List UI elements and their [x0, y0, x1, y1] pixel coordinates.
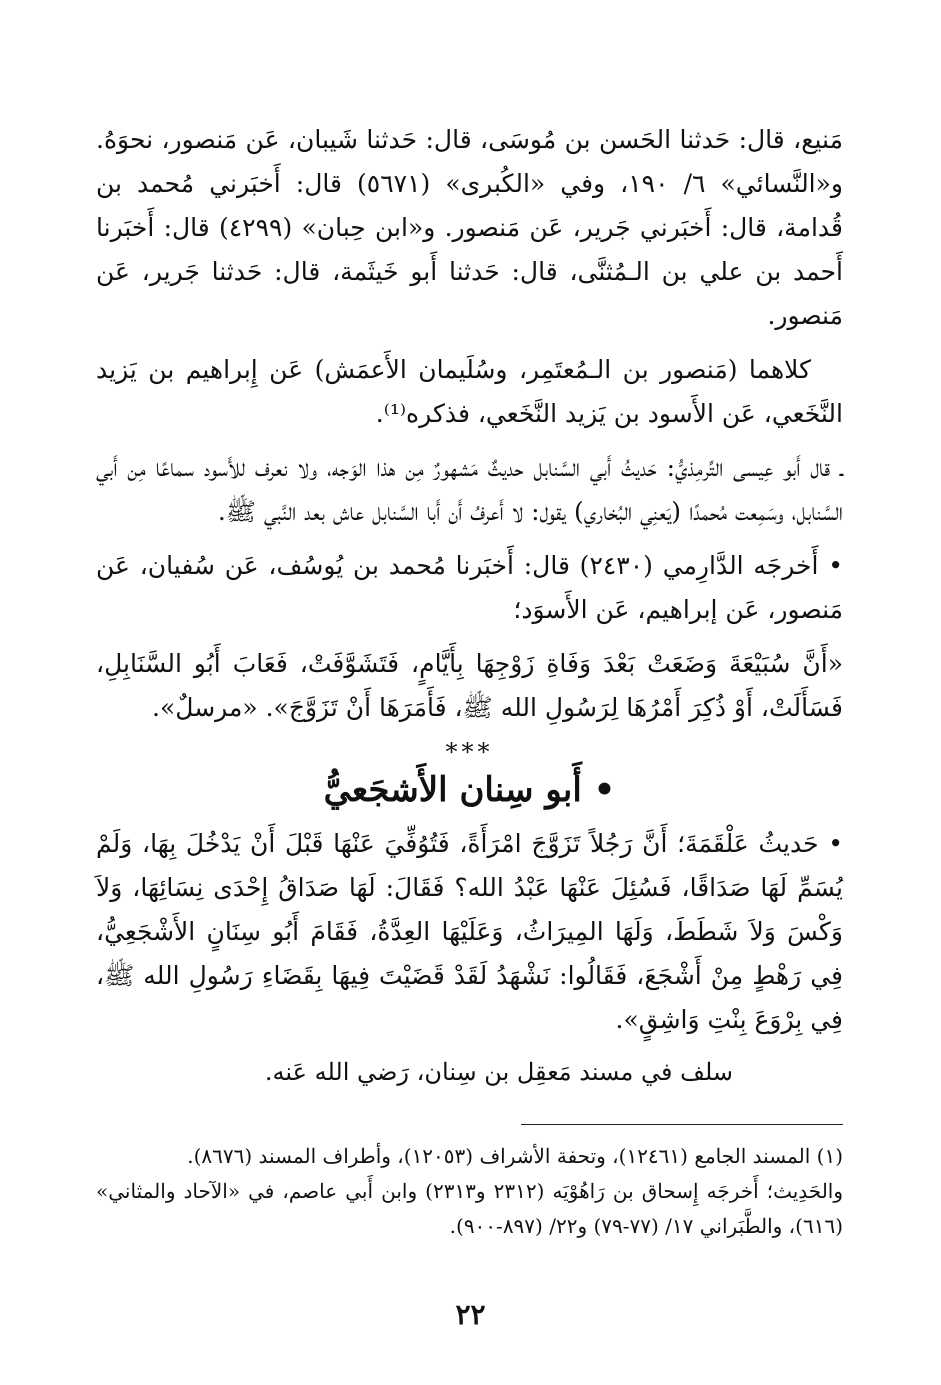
paragraph-2: كلاهما (مَنصور بن الـمُعتَمِر، وسُلَيمان الأَعمَش) عَن إِبراهيم بن يَزيد النَّخَعي، عَن الأَسود بن يَزيد النَّخَعي، فذكره⁽¹⁾.: [96, 355, 843, 428]
section-heading: • أَبو سِنان الأَشجَعيُّ: [323, 770, 616, 810]
page-number: ٢٢: [455, 1298, 486, 1331]
footnote-rule: [521, 1124, 843, 1125]
footnote-1: (١) المسند الجامع (١٢٤٦١)، وتحفة الأشراف (١٢٠٥٣)، وأطراف المسند (٨٦٧٦).: [187, 1144, 843, 1168]
footnote-2: والحَدِيث؛ أَخرجَه إِسحاق بن رَاهُوْيَه (٢٣١٢ و٢٣١٣) وابن أَبي عاصم، في «الآحاد والمثاني» (٦١٦)، والطَّبَراني ١٧/ (٧٧-٧٩) و٢٢/ (٨٩٧-٩٠٠).: [96, 1179, 843, 1238]
paragraph-3: ـ قال أَبو عِيسى التِّرمِذيُّ: حَديثُ أَبي السَّنابل حديثٌ مَشهورٌ مِن هذا الوَجه، ولا نعرف للأَسود سماعًا مِن أَبي السَّنابل، وسَمِعت مُحمدًا (يَعنِي البُخاري) يقول: لا أَعرفُ أَن أَبا السَّنابل عاش بعد النَّبي ﷺ.: [96, 453, 843, 526]
paragraph-1: مَنيع، قال: حَدثنا الحَسن بن مُوسَى، قال: حَدثنا شَيبان، عَن مَنصور، نحوَهُ. و«النَّسائي» ٦/ ١٩٠، وفي «الكُبرى» (٥٦٧١) قال: أَخبَرني مُحمد بن قُدامة، قال: أَخبَرني جَرير، عَن مَنصور. و«ابن حِبان» (٤٢٩٩) قال: أَخبَرنا أَحمد بن علي بن الـمُثنَّى، قال: حَدثنا أَبو خَيثَمة، قال: حَدثنا جَرير، عَن مَنصور.: [96, 125, 843, 330]
section-divider: ***: [445, 738, 494, 766]
paragraph-5: «أَنَّ سُبَيْعَةَ وَضَعَتْ بَعْدَ وَفَاةِ زَوْجِهَا بِأَيَّامٍ، فَتَشَوَّفَتْ، فَعَابَ أَبُو السَّنَابِلِ، فَسَأَلَتْ، أَوْ ذُكِرَ أَمْرُهَا لِرَسُولِ الله ﷺ، فَأَمَرَهَا أَنْ تَزَوَّجَ». «مرسلٌ».: [96, 649, 843, 722]
paragraph-4: • أَخرجَه الدَّارِمي (٢٤٣٠) قال: أَخبَرنا مُحمد بن يُوسُف، عَن سُفيان، عَن مَنصور، عَن إبراهيم، عَن الأَسوَد؛: [96, 551, 843, 624]
section-note: سلف في مسند مَعقِل بن سِنان، رَضي الله عَنه.: [264, 1058, 733, 1086]
section-paragraph: • حَديثُ عَلْقَمَةَ؛ أَنَّ رَجُلاً تَزَوَّجَ امْرَأَةً، فَتُوُفِّيَ عَنْهَا قَبْلَ أَنْ يَدْخُلَ بِهَا، وَلَمْ يُسَمِّ لَهَا صَدَاقًا، فَسُئِلَ عَنْهَا عَبْدُ الله؟ فَقَالَ: لَهَا صَدَاقُ إِحْدَى نِسَائِهَا، وَلاَ وَكْسَ وَلاَ شَطَطَ، وَلَهَا المِيرَاثُ، وَعَلَيْهَا العِدَّةُ، فَقَامَ أَبُو سِنَانٍ الأَشْجَعِيُّ، فِي رَهْطٍ مِنْ أَشْجَعَ، فَقَالُوا: نَشْهَدُ لَقَدْ قَضَيْتَ فِيهَا بِقَضَاءِ رَسُولِ الله ﷺ، فِي بِرْوَعَ بِنْتِ وَاشِقٍ».: [96, 829, 843, 1034]
